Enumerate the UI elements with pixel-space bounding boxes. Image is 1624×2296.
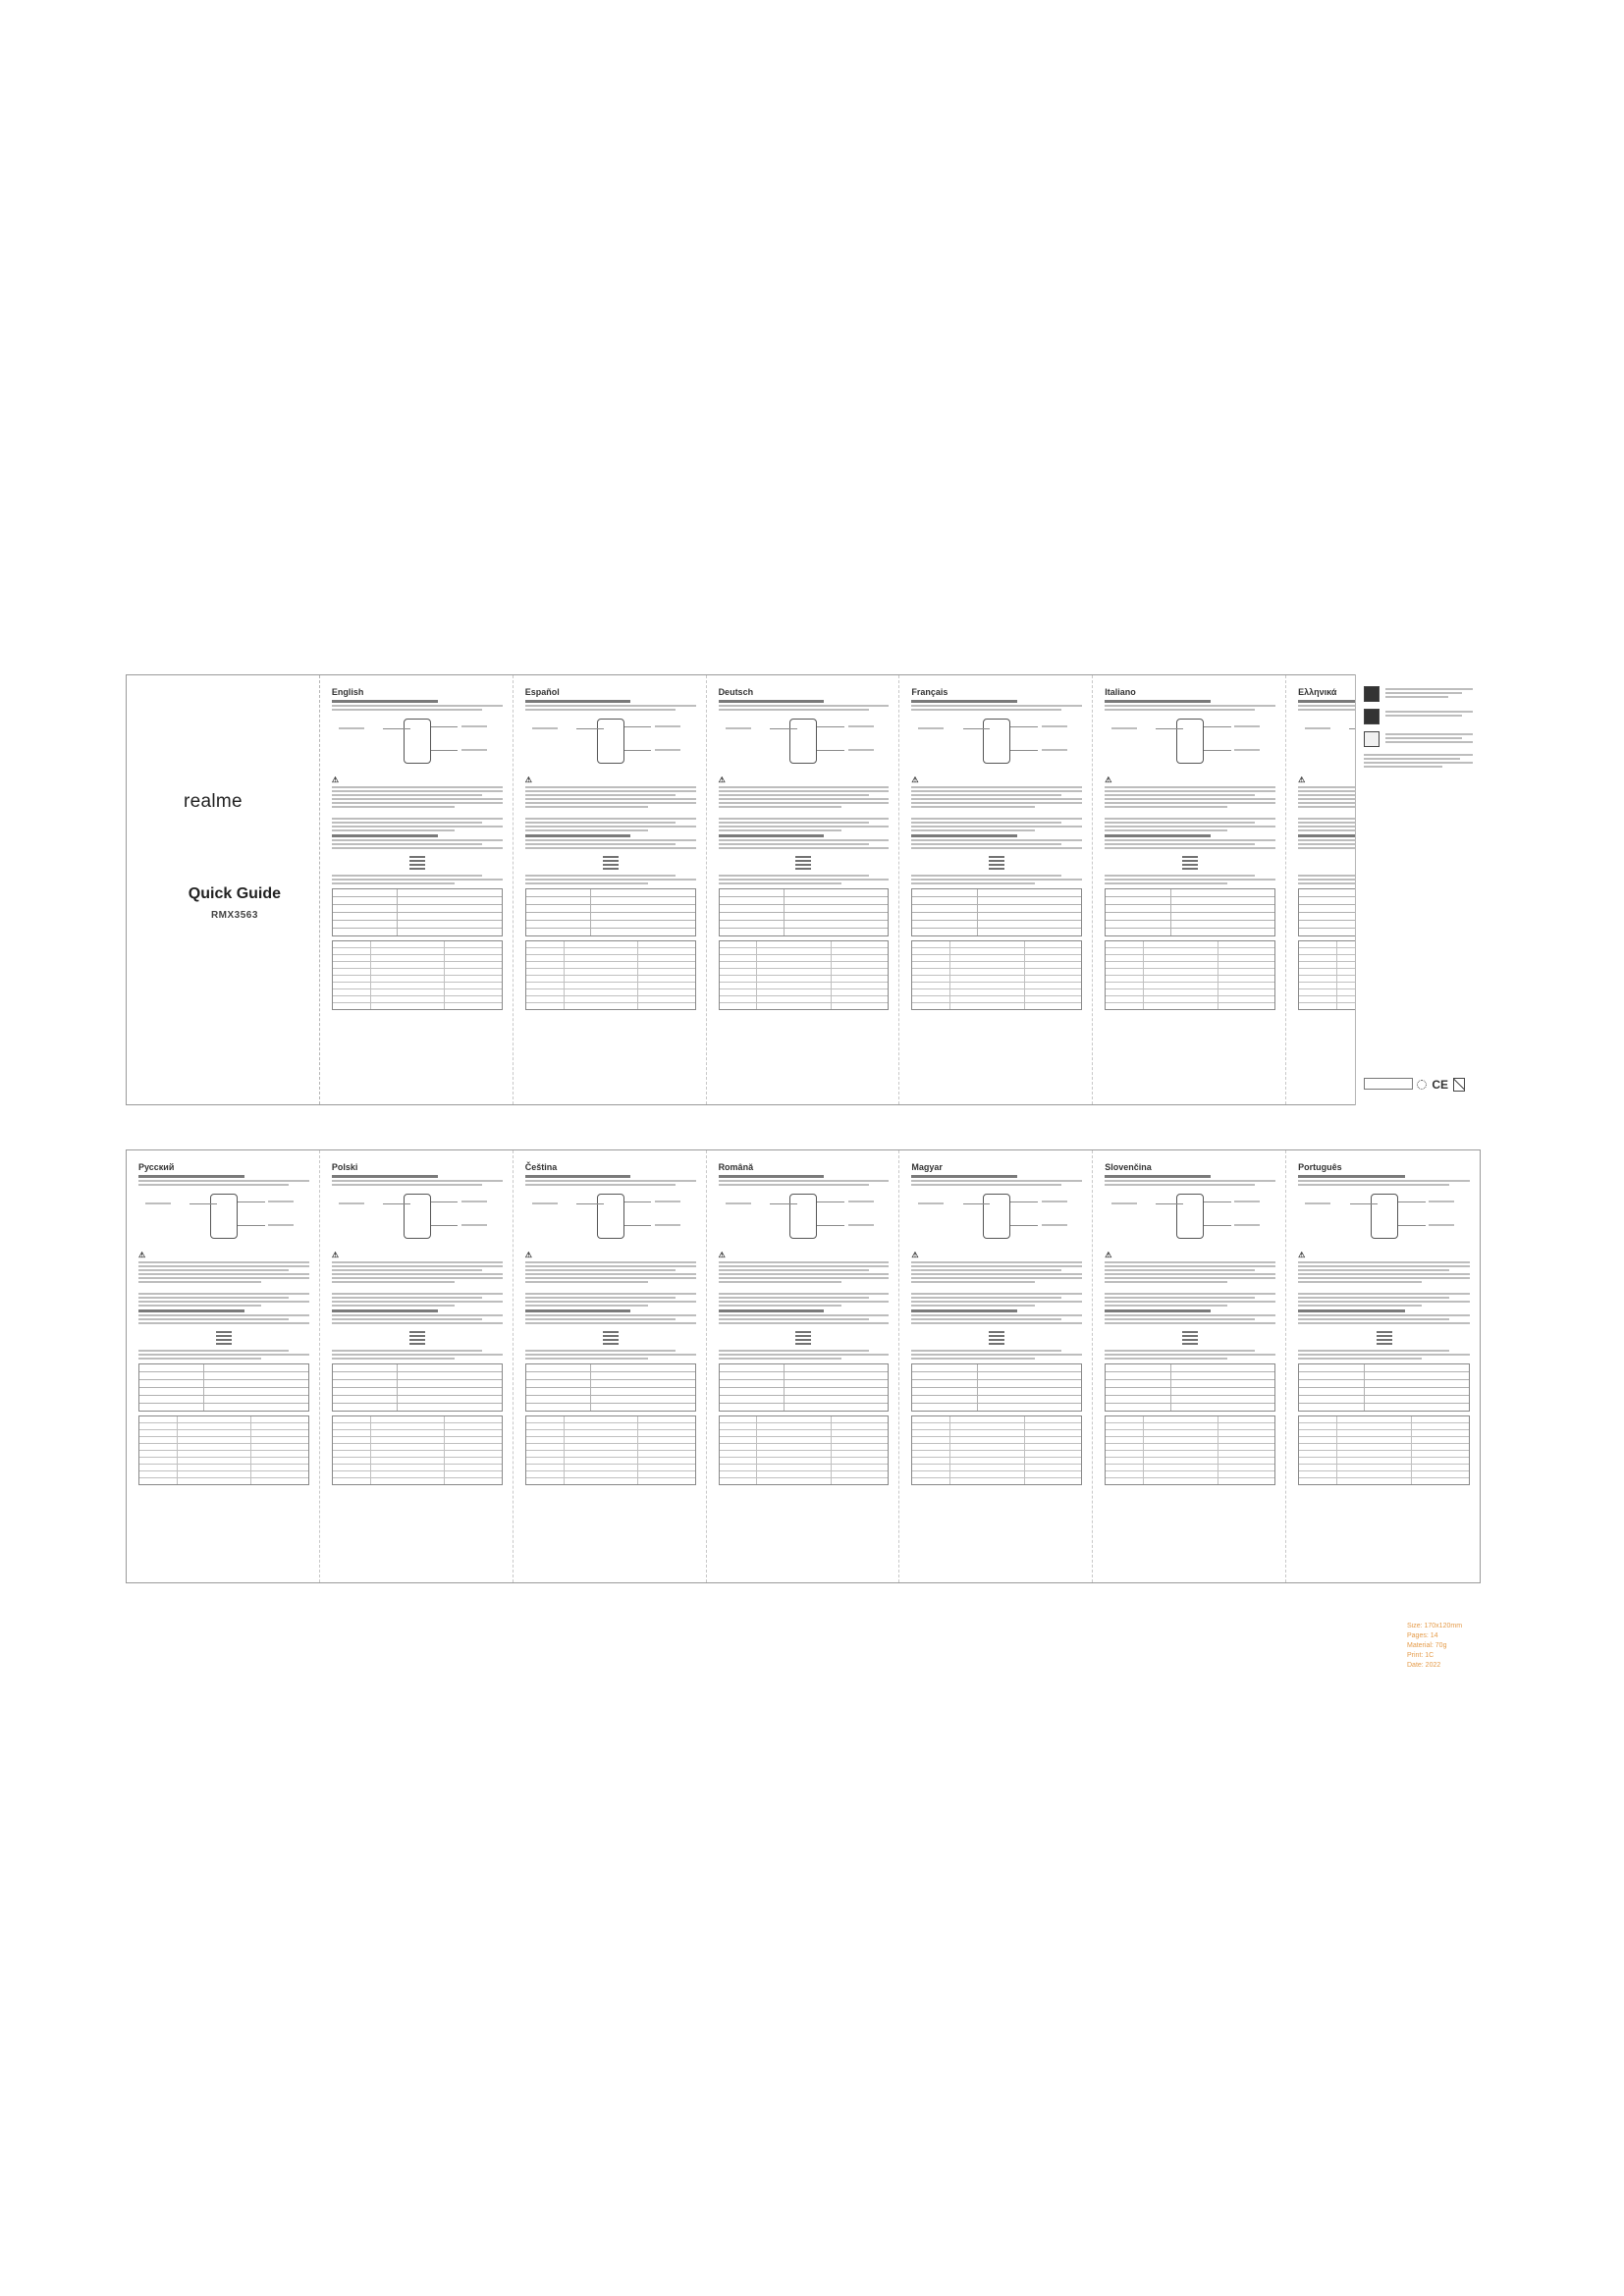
print-spec-stamp [1407,1622,1525,1671]
regulatory-marks [1417,1078,1465,1092]
phone-outline-icon [404,1194,431,1239]
phone-outline-icon [983,1194,1010,1239]
cover-model-number: RMX3563 [210,910,258,921]
language-heading: Čeština [524,1162,558,1172]
language-panel [320,1150,514,1582]
qr-code-icon [795,1329,811,1345]
warning-icon: ⚠ [331,775,340,784]
code-box [1364,1078,1413,1090]
phone-diagram [1105,1192,1275,1243]
phone-outline-icon [1176,1194,1204,1239]
warning-icon: ⚠ [524,1251,532,1259]
qr-code-icon [216,1329,232,1345]
phone-outline-icon [983,719,1010,764]
language-heading: Slovenčina [1105,1162,1152,1172]
warning-icon: ⚠ [138,1251,146,1259]
phone-diagram [719,717,890,768]
phone-outline-icon [789,1194,817,1239]
warning-icon: ⚠ [1298,775,1306,784]
stamp-line: Pages: 14 [1407,1632,1438,1639]
language-heading: Français [911,687,948,697]
phone-diagram [1298,1192,1470,1243]
phone-outline-icon [404,719,431,764]
stamp-line: Print: 1C [1407,1652,1435,1659]
language-panel [899,1150,1093,1582]
warning-icon: ⚠ [1105,1251,1112,1259]
language-heading: Italiano [1105,687,1136,697]
language-panel [899,675,1093,1104]
language-heading: Polski [331,1162,358,1172]
qr-code-icon [989,854,1004,870]
phone-outline-icon [210,1194,238,1239]
qr-code-icon [603,1329,619,1345]
stamp-line: Material: 70g [1407,1642,1447,1649]
warning-icon: ⚠ [911,1251,919,1259]
language-heading: Deutsch [718,687,754,697]
warning-icon: ⚠ [911,775,919,784]
language-panel [1093,1150,1286,1582]
qr-code-icon [989,1329,1004,1345]
warning-icon: ⚠ [1105,775,1112,784]
sun-icon [1417,1080,1427,1090]
phone-diagram [332,717,503,768]
weee-bin-icon [1453,1078,1465,1092]
qr-code-icon [603,854,619,870]
language-panel [1093,675,1286,1104]
warning-icon: ⚠ [331,1251,340,1259]
qr-code-icon [1182,854,1198,870]
phone-diagram [138,1192,309,1243]
phone-outline-icon [1371,1194,1398,1239]
language-heading: English [331,687,364,697]
language-heading: Español [524,687,560,697]
language-heading: Magyar [911,1162,943,1172]
language-heading: Português [1298,1162,1342,1172]
qr-code-icon [1182,1329,1198,1345]
leaflet-front-side [126,674,1481,1105]
language-panel [320,675,514,1104]
phone-diagram [332,1192,503,1243]
nfc-icon [1364,686,1380,702]
warning-icon: ⚠ [718,775,726,784]
phone-diagram [911,1192,1082,1243]
language-panel [707,1150,900,1582]
qr-code-icon [1364,709,1380,724]
qr-code-icon [1377,1329,1392,1345]
phone-diagram [525,1192,696,1243]
warning-icon: ⚠ [718,1251,726,1259]
brand-logo: realme [184,791,243,812]
qr-code-icon [409,854,425,870]
warning-icon: ⚠ [524,775,532,784]
phone-outline-icon [789,719,817,764]
phone-outline-icon [597,719,624,764]
certification-icon [1364,731,1380,747]
warning-icon: ⚠ [1298,1251,1306,1259]
phone-outline-icon [1176,719,1204,764]
qr-code-icon [409,1329,425,1345]
stamp-line: Size: 170x120mm [1407,1623,1463,1629]
language-panel [1286,1150,1480,1582]
phone-diagram [1105,717,1275,768]
language-panel [514,675,707,1104]
language-panel [514,1150,707,1582]
qr-code-icon [795,854,811,870]
ce-mark: CE [1432,1078,1448,1092]
cover-panel [127,675,320,1104]
phone-diagram [911,717,1082,768]
language-heading: Русский [138,1162,175,1172]
leaflet-back-side [126,1149,1481,1583]
language-panel [707,675,900,1104]
language-heading: Română [718,1162,754,1172]
cover-title: Quick Guide [188,885,282,902]
certification-panel [1355,674,1481,1105]
phone-diagram [719,1192,890,1243]
phone-diagram [525,717,696,768]
language-heading: Ελληνικά [1298,687,1337,697]
stamp-line: Date: 2022 [1407,1662,1441,1669]
language-panel [127,1150,320,1582]
phone-outline-icon [597,1194,624,1239]
